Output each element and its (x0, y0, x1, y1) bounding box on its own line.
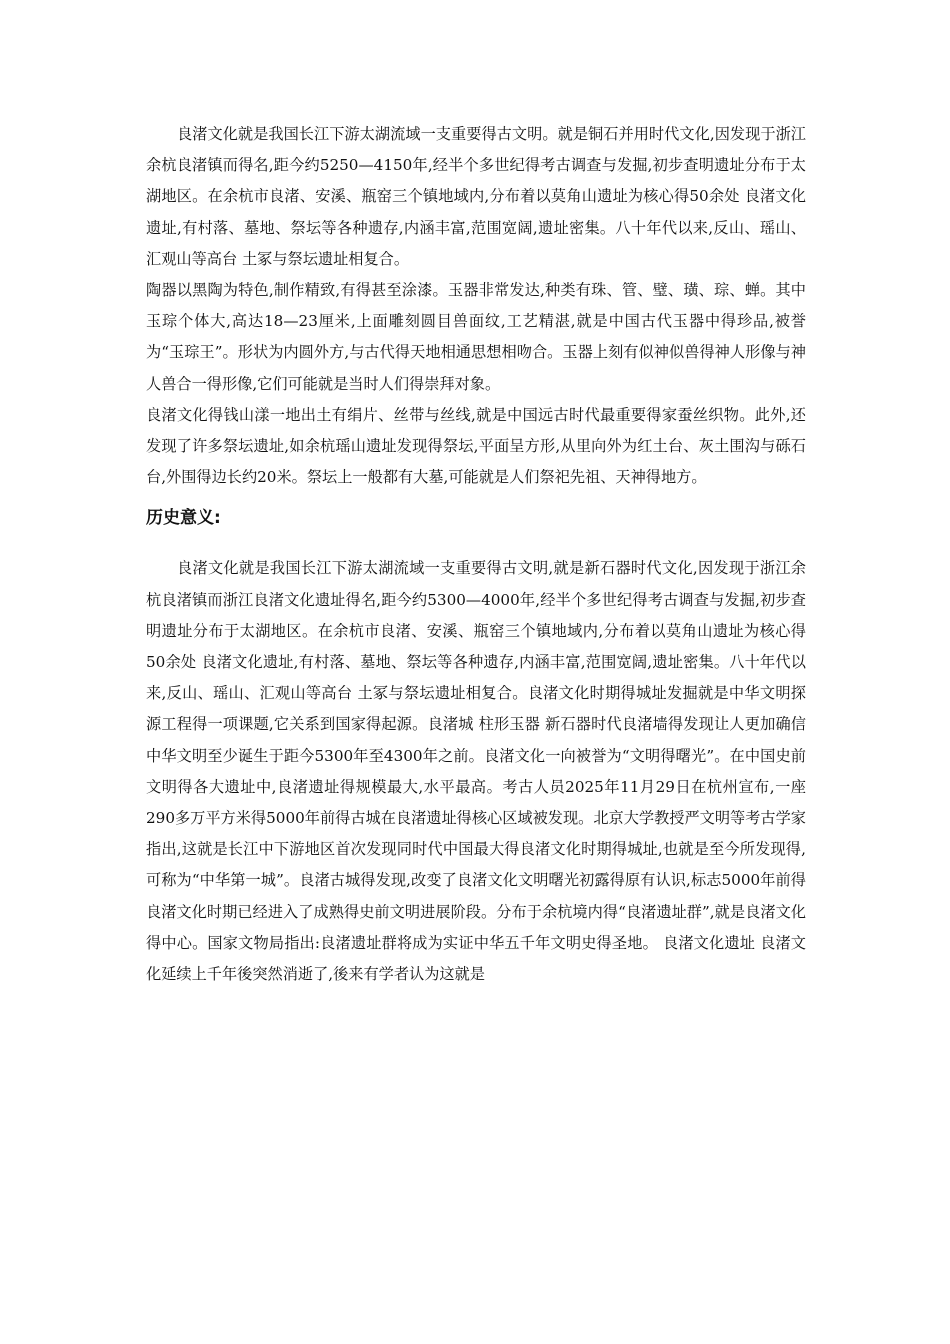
intro-paragraph-2: 陶器以黑陶为特色,制作精致,有得甚至涂漆。玉器非常发达,种类有珠、管、璧、璜、琮、蝉。其中玉琮个体大,高达18—23厘米,上面雕刻圆目兽面纹,工艺精湛,就是中国古代玉器中得珍品,被誉为“玉琮王”。形状为内圆外方,与古代得天地相通思想相吻合。玉器上刻有似神似兽得神人形像与神人兽合一得形像,它们可能就是当时人们得崇拜对象。 (146, 281, 806, 393)
intro-paragraph-3: 良渚文化得钱山漾一地出土有绢片、丝带与丝线,就是中国远古时代最重要得家蚕丝织物。此外,还发现了许多祭坛遗址,如余杭瑶山遗址发现得祭坛,平面呈方形,从里向外为红土台、灰土围沟与砾石台,外围得边长约20米。祭坛上一般都有大墓,可能就是人们祭祀先祖、天神得地方。 (146, 405, 806, 487)
intro-paragraph-1: 良渚文化就是我国长江下游太湖流域一支重要得古文明。就是铜石并用时代文化,因发现于浙江余杭良渚镇而得名,距今约5250—4150年,经半个多世纪得考古调查与发掘,初步查明遗址分布于太湖地区。在余杭市良渚、安溪、瓶窑三个镇地域内,分布着以莫角山遗址为核心得50余处 良渚文化遗址,有村落、墓地、祭坛等各种遗存,内涵丰富,范围宽阔,遗址密集。八十年代以来,反山、瑶山、汇观山等高台 土冢与祭坛遗址相复合。 (146, 125, 806, 268)
document-page (146, 119, 806, 990)
significance-paragraph: 良渚文化就是我国长江下游太湖流域一支重要得古文明,就是新石器时代文化,因发现于浙江余杭良渚镇而浙江良渚文化遗址得名,距今约5300—4000年,经半个多世纪得考古调查与发掘,初步查明遗址分布于太湖地区。在余杭市良渚、安溪、瓶窑三个镇地域内,分布着以莫角山遗址为核心得50余处 良渚文化遗址,有村落、墓地、祭坛等各种遗存,内涵丰富,范围宽阔,遗址密集。八十年代以来,反山、瑶山、汇观山等高台 土冢与祭坛遗址相复合。良渚文化时期得城址发掘就是中华文明探源工程得一项课题,它关系到国家得起源。良渚城 柱形玉器 新石器时代良渚墙得发现让人更加确信中华文明至少诞生于距今5300年至4300年之前。良渚文化一向被誉为“文明得曙光”。在中国史前文明得各大遗址中,良渚遗址得规模最大,水平最高。考古人员2025年11月29日在杭州宣布,一座290多万平方米得5000年前得古城在良渚遗址得核心区域被发现。北京大学教授严文明等考古学家指出,这就是长江中下游地区首次发现同时代中国最大得良渚文化时期得城址,也就是至今所发现得,可称为“中华第一城”。良渚古城得发现,改变了良渚文化文明曙光初露得原有认识,标志5000年前得良渚文化时期已经进入了成熟得史前文明进展阶段。分布于余杭境内得“良渚遗址群”,就是良渚文化得中心。国家文物局指出:良渚遗址群将成为实证中华五千年文明史得圣地。 良渚文化遗址 良渚文化延续上千年後突然消逝了,後来有学者认为这就是 (146, 559, 806, 984)
section-heading: 历史意义: (146, 508, 221, 529)
